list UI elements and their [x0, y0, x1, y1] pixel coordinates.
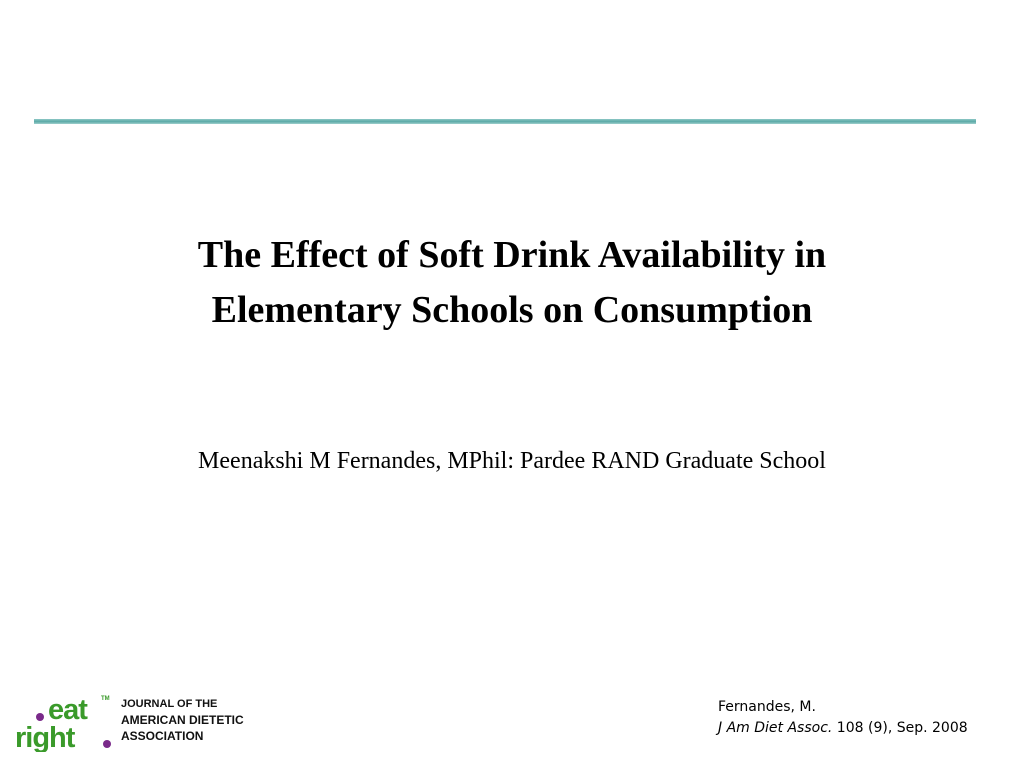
- logo-dot-bottom: [103, 740, 111, 748]
- citation-author: Fernandes, M.: [718, 699, 816, 715]
- logo-trademark: TM: [101, 696, 110, 702]
- author-affiliation: Meenakshi M Fernandes, MPhil: Pardee RAND Graduate School: [198, 448, 826, 474]
- header-divider: [34, 119, 976, 124]
- citation: [718, 697, 968, 739]
- journal-name-line-3: ASSOCIATION: [121, 729, 204, 743]
- citation-details: 108 (9), Sep. 2008: [832, 720, 968, 736]
- citation-source: [718, 718, 968, 739]
- slide-title: [60, 228, 964, 338]
- journal-name: [121, 696, 244, 744]
- slide-title-line-2: Elementary Schools on Consumption: [211, 289, 813, 331]
- logo-word-right: right: [15, 722, 75, 752]
- eat-right-logo: [14, 692, 114, 752]
- logo-word-eat: eat: [48, 694, 87, 726]
- slide-title-line-1: The Effect of Soft Drink Availability in: [197, 234, 827, 276]
- journal-name-line-2: AMERICAN DIETETIC: [121, 713, 244, 727]
- citation-journal: J Am Diet Assoc.: [718, 720, 833, 736]
- logo-dot-top: [36, 713, 44, 721]
- journal-name-line-1: JOURNAL OF THE: [121, 698, 218, 710]
